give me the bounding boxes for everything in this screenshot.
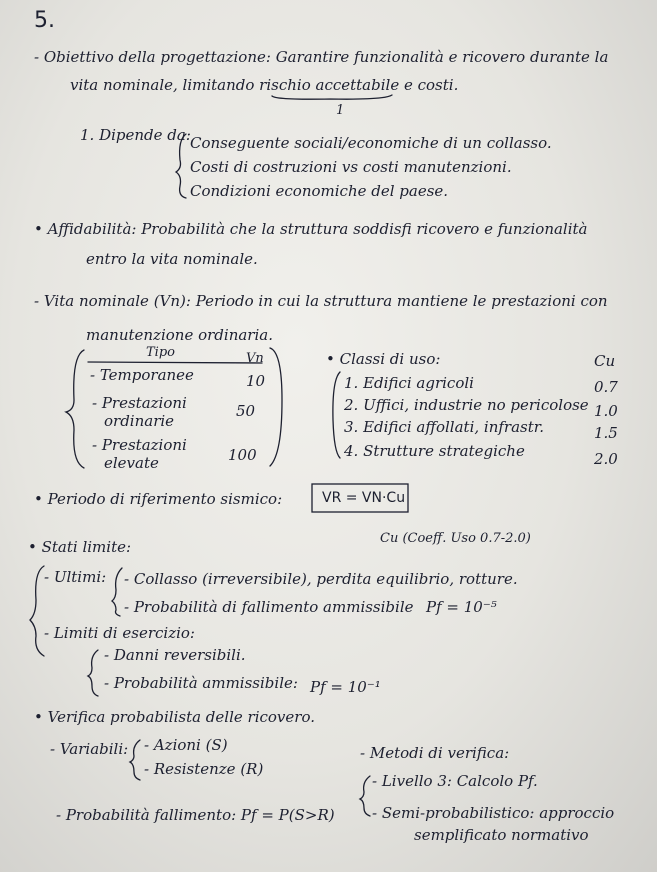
stati-limite-title: • Stati limite:	[28, 538, 132, 556]
dipende-item-1: Conseguente sociali/economiche di un collasso.	[190, 134, 552, 152]
classi-row-1: 1. Edifici agricoli	[344, 374, 474, 392]
classi-row-4-cu: 2.0	[594, 450, 618, 468]
verifica-title: • Verifica probabilista delle ricovero.	[34, 708, 315, 726]
metodo-2-line-2: semplificato normativo	[414, 826, 589, 844]
periodo-text: • Periodo di riferimento sismico:	[34, 490, 283, 508]
variabili-item-2: - Resistenze (R)	[144, 760, 264, 778]
classi-row-1-cu: 0.7	[594, 378, 618, 396]
classi-row-4: 4. Strutture strategiche	[344, 442, 525, 460]
classi-row-2: 2. Uffici, industrie no pericolose	[344, 396, 589, 414]
table-left-brace	[66, 350, 84, 468]
classi-title: • Classi di uso:	[326, 350, 441, 368]
variabili-item-1: - Azioni (S)	[144, 736, 228, 754]
vita-nominale-line-2: manutenzione ordinaria.	[86, 326, 273, 344]
obiettivo-line-1: - Obiettivo della progettazione: Garantire funzionalità e ricovero durante la	[34, 48, 609, 66]
dipende-item-2: Costi di costruzioni vs costi manutenzioni.	[190, 158, 512, 176]
table-row-1-tipo: - Temporanee	[90, 366, 194, 384]
underline-brace	[272, 95, 392, 99]
classi-row-3-cu: 1.5	[594, 424, 618, 442]
esercizio-brace	[88, 650, 98, 696]
variabili-label: - Variabili:	[50, 740, 129, 758]
vita-nominale-line-1: - Vita nominale (Vn): Periodo in cui la struttura mantiene le prestazioni con	[34, 292, 608, 310]
metodo-1: - Livello 3: Calcolo Pf.	[372, 772, 538, 790]
table-header-line	[88, 362, 262, 363]
ultimi-pf: Pf = 10⁻⁵	[426, 598, 497, 616]
periodo-note: Cu (Coeff. Uso 0.7-2.0)	[380, 531, 531, 546]
table-row-2-tipo: - Prestazioni	[92, 394, 187, 412]
ultimi-brace	[112, 568, 122, 616]
table-header-tipo: Tipo	[146, 345, 175, 360]
variabili-brace	[130, 740, 140, 780]
ultimi-item-2: - Probabilità di fallimento ammissibile	[124, 598, 414, 616]
table-row-2-tipo-2: ordinarie	[104, 412, 175, 430]
metodi-title: - Metodi di verifica:	[360, 744, 510, 762]
classi-row-2-cu: 1.0	[594, 402, 618, 420]
probabilita-fallimento: - Probabilità fallimento: Pf = P(S>R)	[56, 806, 335, 824]
classi-row-3: 3. Edifici affollati, infrastr.	[344, 418, 545, 436]
metodo-2-line-1: - Semi-probabilistico: approccio	[372, 804, 615, 822]
periodo-formula: VR = VN·Cu	[322, 490, 406, 506]
page-number: 5.	[34, 8, 55, 33]
affidabilita-line-1: • Affidabilità: Probabilità che la struttura soddisfi ricovero e funzionalità	[34, 220, 588, 238]
table-row-3-vn: 100	[228, 446, 257, 464]
classi-brace	[333, 372, 340, 458]
affidabilita-line-2: entro la vita nominale.	[86, 250, 258, 268]
metodi-brace	[360, 776, 370, 816]
underline-note: 1	[336, 103, 345, 118]
table-row-3-tipo-2: elevate	[104, 454, 159, 472]
ultimi-label: - Ultimi:	[44, 568, 107, 586]
table-right-bracket	[270, 348, 282, 466]
esercizio-pf: Pf = 10⁻¹	[310, 678, 381, 696]
table-row-3-tipo: - Prestazioni	[92, 436, 187, 454]
table-row-1-vn: 10	[246, 372, 266, 390]
table-header-vn: Vn	[246, 351, 264, 366]
dipende-label: 1. Dipende da:	[80, 126, 191, 144]
obiettivo-line-2: vita nominale, limitando rischio accettabile e costi.	[70, 76, 459, 94]
esercizio-item-2: - Probabilità ammissibile:	[104, 674, 298, 692]
table-row-2-vn: 50	[236, 402, 256, 420]
classi-cu-header: Cu	[594, 352, 616, 370]
esercizio-item-1: - Danni reversibili.	[104, 646, 246, 664]
dipende-item-3: Condizioni economiche del paese.	[190, 182, 449, 200]
esercizio-label: - Limiti di esercizio:	[44, 624, 195, 642]
ultimi-item-1: - Collasso (irreversibile), perdita equilibrio, rotture.	[124, 570, 518, 588]
stati-brace	[30, 566, 44, 656]
